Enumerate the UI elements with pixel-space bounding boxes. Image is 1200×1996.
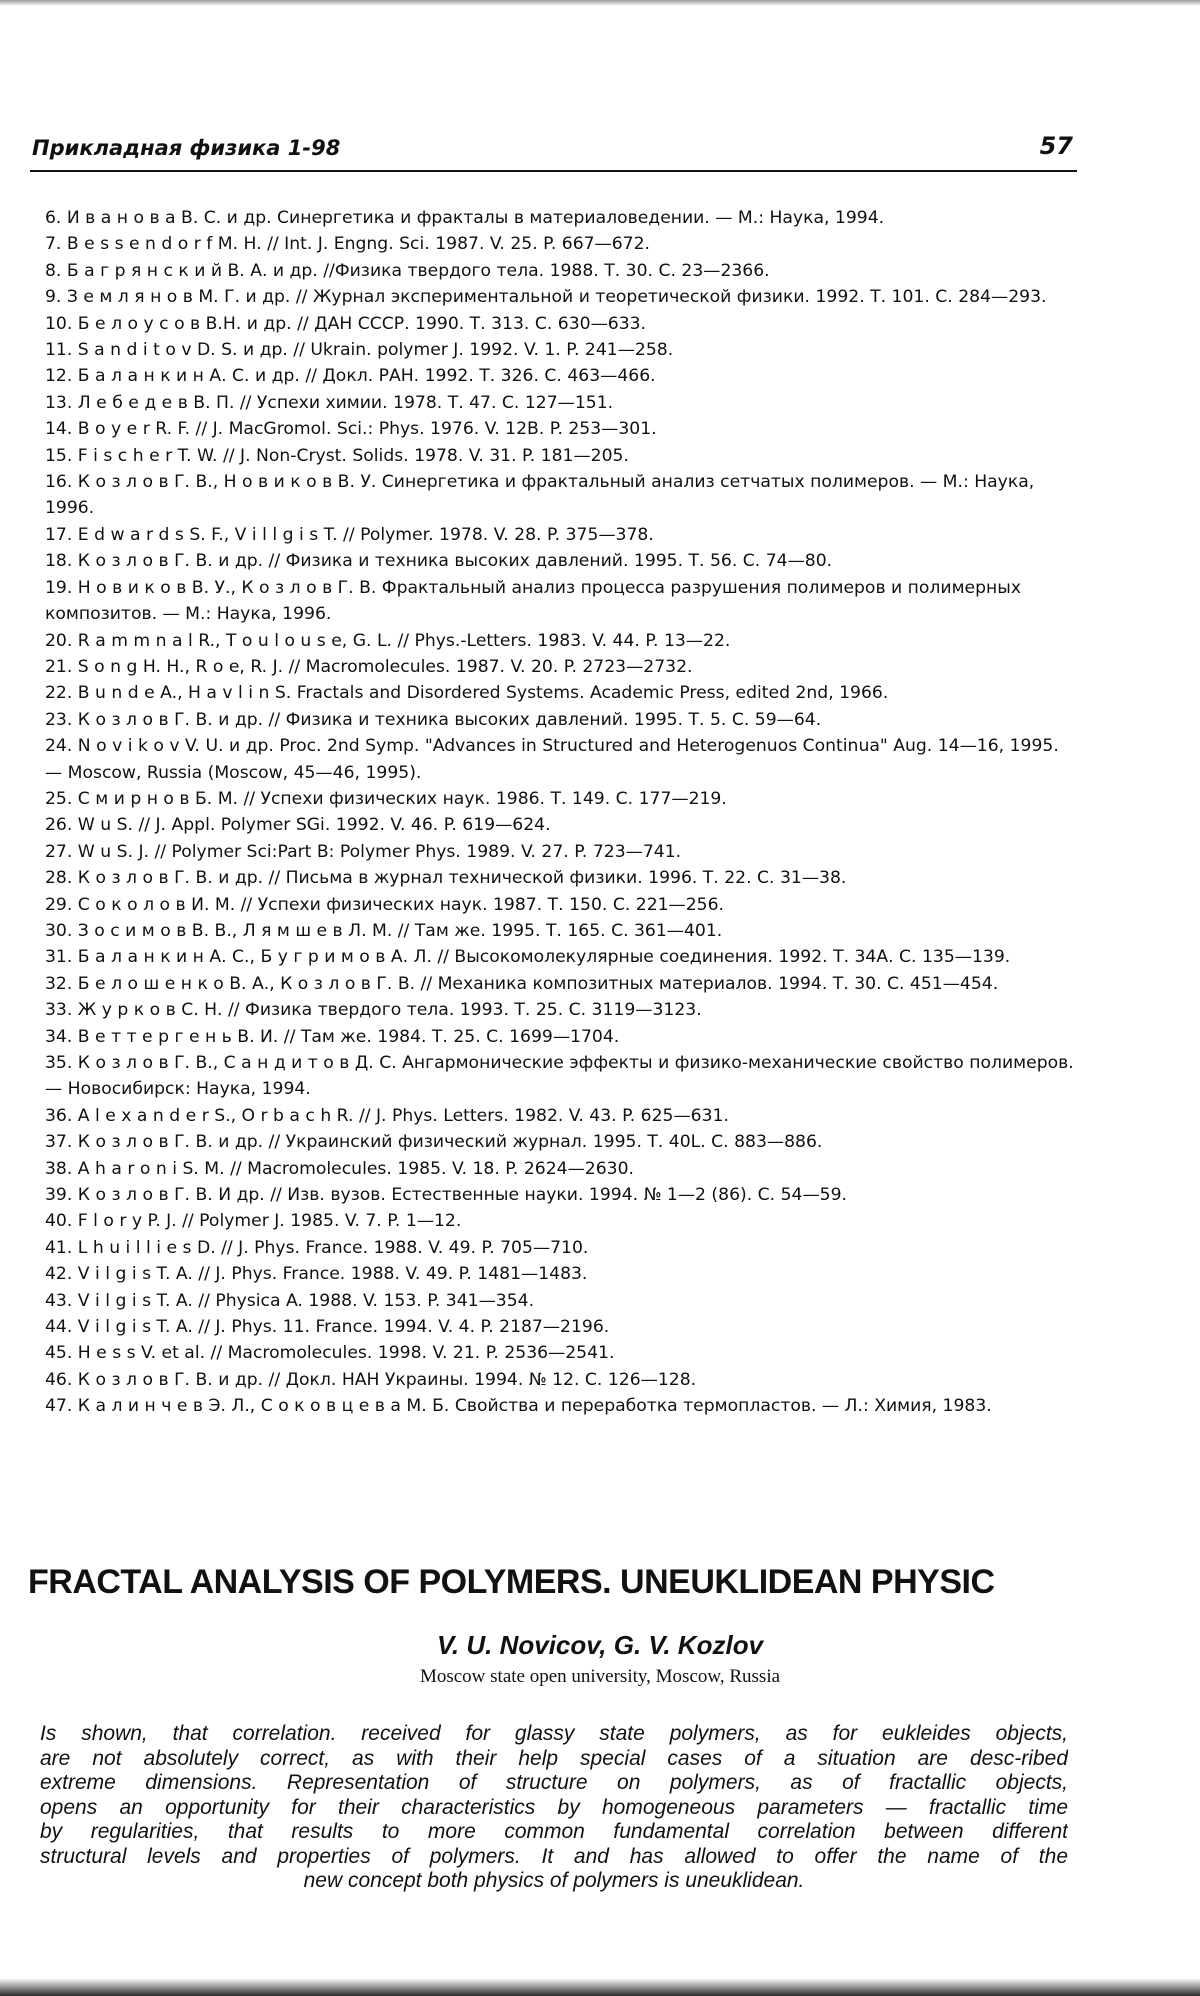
abstract-line: Is shown, that correlation. received for glassy state polymers, as for eukleides objects, [40, 1722, 1068, 1745]
abstract [40, 1722, 1068, 1894]
running-head [30, 130, 1077, 172]
reference-item: 27. W u S. J. // Polymer Sci:Part B: Polymer Phys. 1989. V. 27. P. 723—741. [45, 841, 682, 862]
reference-item: 30. З о с и м о в В. В., Л я м ш е в Л. М. // Там же. 1995. Т. 165. С. 361—401. [45, 920, 723, 941]
journal-title: Прикладная физика 1-98 [32, 136, 341, 160]
reference-item: 21. S o n g H. H., R o e, R. J. // Macromolecules. 1987. V. 20. P. 2723—2732. [45, 656, 693, 677]
reference-item: 47. К а л и н ч е в Э. Л., С о к о в ц е в а М. Б. Свойства и переработка термопластов. — Л.: Химия, 1983. [45, 1396, 992, 1417]
reference-item: 18. К о з л о в Г. В. и др. // Физика и техника высоких давлений. 1995. Т. 56. С. 74—80. [45, 551, 833, 572]
abstract-line: new concept both physics of polymers is uneuklidean. [303, 1869, 805, 1892]
reference-item: 44. V i l g i s T. A. // J. Phys. 11. France. 1994. V. 4. P. 2187—2196. [45, 1317, 610, 1338]
reference-item: 45. H e s s V. et al. // Macromolecules. 1998. V. 21. P. 2536—2541. [45, 1343, 615, 1364]
reference-item: 7. B e s s e n d o r f M. H. // Int. J. Engng. Sci. 1987. V. 25. P. 667—672. [45, 234, 651, 255]
reference-item: 35. К о з л о в Г. В., С а н д и т о в Д. С. Ангармонические эффекты и физико-механические свойство полимеров. — Новосибирск: Наука, 1994. [45, 1053, 1074, 1100]
reference-item: 12. Б а л а н к и н А. С. и др. // Докл. РАН. 1992. Т. 326. С. 463—466. [45, 366, 656, 387]
reference-item: 9. З е м л я н о в М. Г. и др. // Журнал экспериментальной и теоретической физики. 1992. Т. 101. С. 284—293. [45, 287, 1047, 308]
reference-item: 38. A h a r o n i S. M. // Macromolecules. 1985. V. 18. P. 2624—2630. [45, 1158, 634, 1179]
page-number: 57 [1039, 132, 1073, 160]
reference-item: 28. К о з л о в Г. В. и др. // Письма в журнал технической физики. 1996. Т. 22. С. 31—38. [45, 868, 847, 889]
reference-item: 41. L h u i l l i e s D. // J. Phys. France. 1988. V. 49. P. 705—710. [45, 1237, 589, 1258]
reference-item: 32. Б е л о ш е н к о В. А., К о з л о в Г. В. // Механика композитных материалов. 1994. Т. 30. С. 451—454. [45, 973, 999, 994]
reference-item: 15. F i s c h e r T. W. // J. Non-Cryst. Solids. 1978. V. 31. P. 181—205. [45, 445, 629, 466]
reference-item: 11. S a n d i t o v D. S. и др. // Ukrain. polymer J. 1992. V. 1. P. 241—258. [45, 340, 674, 361]
article-affiliation: Moscow state open university, Moscow, Russia [419, 1666, 781, 1687]
abstract-line: are not absolutely correct, as with their help special cases of a situation are desc-ribed [40, 1746, 1068, 1770]
reference-item: 10. Б е л о у с о в В.Н. и др. // ДАН СССР. 1990. Т. 313. С. 630—633. [45, 313, 647, 334]
reference-item: 36. A l e x a n d e r S., O r b a c h R. // J. Phys. Letters. 1982. V. 43. P. 625—631. [45, 1105, 729, 1126]
reference-item: 43. V i l g i s T. A. // Physica A. 1988. V. 153. P. 341—354. [45, 1290, 535, 1311]
reference-item: 42. V i l g i s T. A. // J. Phys. France. 1988. V. 49. P. 1481—1483. [45, 1264, 588, 1285]
reference-item: 22. B u n d e A., H a v l i n S. Fractals and Disordered Systems. Academic Press, edited 2nd, 1966. [45, 683, 889, 704]
reference-item: 13. Л е б е д е в В. П. // Успехи химии. 1978. Т. 47. С. 127—151. [45, 392, 614, 413]
reference-item: 33. Ж у р к о в С. Н. // Физика твердого тела. 1993. Т. 25. С. 3119—3123. [45, 1000, 702, 1021]
abstract-line: opens an opportunity for their characteristics by homogeneous parameters — fractallic time [40, 1795, 1068, 1819]
reference-item: 26. W u S. // J. Appl. Polymer SGi. 1992. V. 46. P. 619—624. [45, 815, 551, 836]
article-authors: V. U. Novicov, G. V. Kozlov [436, 1630, 764, 1660]
article-title: FRACTAL ANALYSIS OF POLYMERS. UNEUKLIDEAN PHYSIC [28, 1563, 995, 1601]
reference-item: 46. К о з л о в Г. В. и др. // Докл. НАН Украины. 1994. № 12. С. 126—128. [45, 1369, 697, 1390]
abstract-line: structural levels and properties of polymers. It and has allowed to offer the name of the [40, 1844, 1068, 1868]
reference-item: 37. К о з л о в Г. В. и др. // Украинский физический журнал. 1995. Т. 40L. С. 883—886. [45, 1132, 823, 1153]
scan-edge-bottom [0, 1978, 1200, 1996]
reference-item: 29. С о к о л о в И. М. // Успехи физических наук. 1987. Т. 150. С. 221—256. [45, 894, 725, 915]
reference-item: 20. R a m m n a l R., T o u l o u s e, G. L. // Phys.-Letters. 1983. V. 44. P. 13—22. [45, 630, 731, 651]
reference-item: 25. С м и р н о в Б. М. // Успехи физических наук. 1986. Т. 149. С. 177—219. [45, 788, 727, 809]
reference-item: 24. N o v i k o v V. U. и др. Proc. 2nd Symp. "Advances in Structured and Heterogenuos Continua" Aug. 14—16, 1995. — Moscow, Russia (Moscow, 45—46, 1995). [45, 736, 1059, 783]
reference-item: 6. И в а н о в а В. С. и др. Синергетика и фракталы в материаловедении. — М.: Наука, 1994. [45, 208, 885, 228]
reference-item: 23. К о з л о в Г. В. и др. // Физика и техника высоких давлений. 1995. Т. 5. С. 59—64. [45, 709, 822, 730]
abstract-line: extreme dimensions. Representation of structure on polymers, as of fractallic objects, [40, 1771, 1068, 1794]
reference-item: 40. F l o r y P. J. // Polymer J. 1985. V. 7. P. 1—12. [45, 1211, 462, 1232]
scan-edge-top [0, 0, 1200, 6]
reference-item: 8. Б а г р я н с к и й В. А. и др. //Физика твердого тела. 1988. Т. 30. С. 23—2366. [45, 260, 770, 281]
reference-item: 14. B o y e r R. F. // J. MacGromol. Sci.: Phys. 1976. V. 12B. P. 253—301. [45, 419, 657, 440]
reference-item: 17. E d w a r d s S. F., V i l l g i s T. // Polymer. 1978. V. 28. P. 375—378. [45, 524, 654, 545]
reference-item: 31. Б а л а н к и н А. С., Б у г р и м о в А. Л. // Высокомолекулярные соединения. 1992. Т. 34А. С. 135—139. [45, 947, 1011, 968]
abstract-line: by regularities, that results to more common fundamental correlation between different [40, 1820, 1068, 1843]
reference-item: 39. К о з л о в Г. В. И др. // Изв. вузов. Естественные науки. 1994. № 1—2 (86). С. 54—59. [45, 1185, 847, 1206]
reference-item: 16. К о з л о в Г. В., Н о в и к о в В. У. Синергетика и фрактальный анализ сетчатых полимеров. — М.: Наука, 1996. [45, 472, 1035, 519]
reference-item: 34. В е т т е р г е н ь В. И. // Там же. 1984. Т. 25. С. 1699—1704. [45, 1026, 620, 1047]
reference-list [35, 205, 1075, 1420]
reference-item: 19. Н о в и к о в В. У., К о з л о в Г. В. Фрактальный анализ процесса разрушения полимеров и полимерных композитов. — М.: Наука, 1996. [45, 577, 1022, 625]
